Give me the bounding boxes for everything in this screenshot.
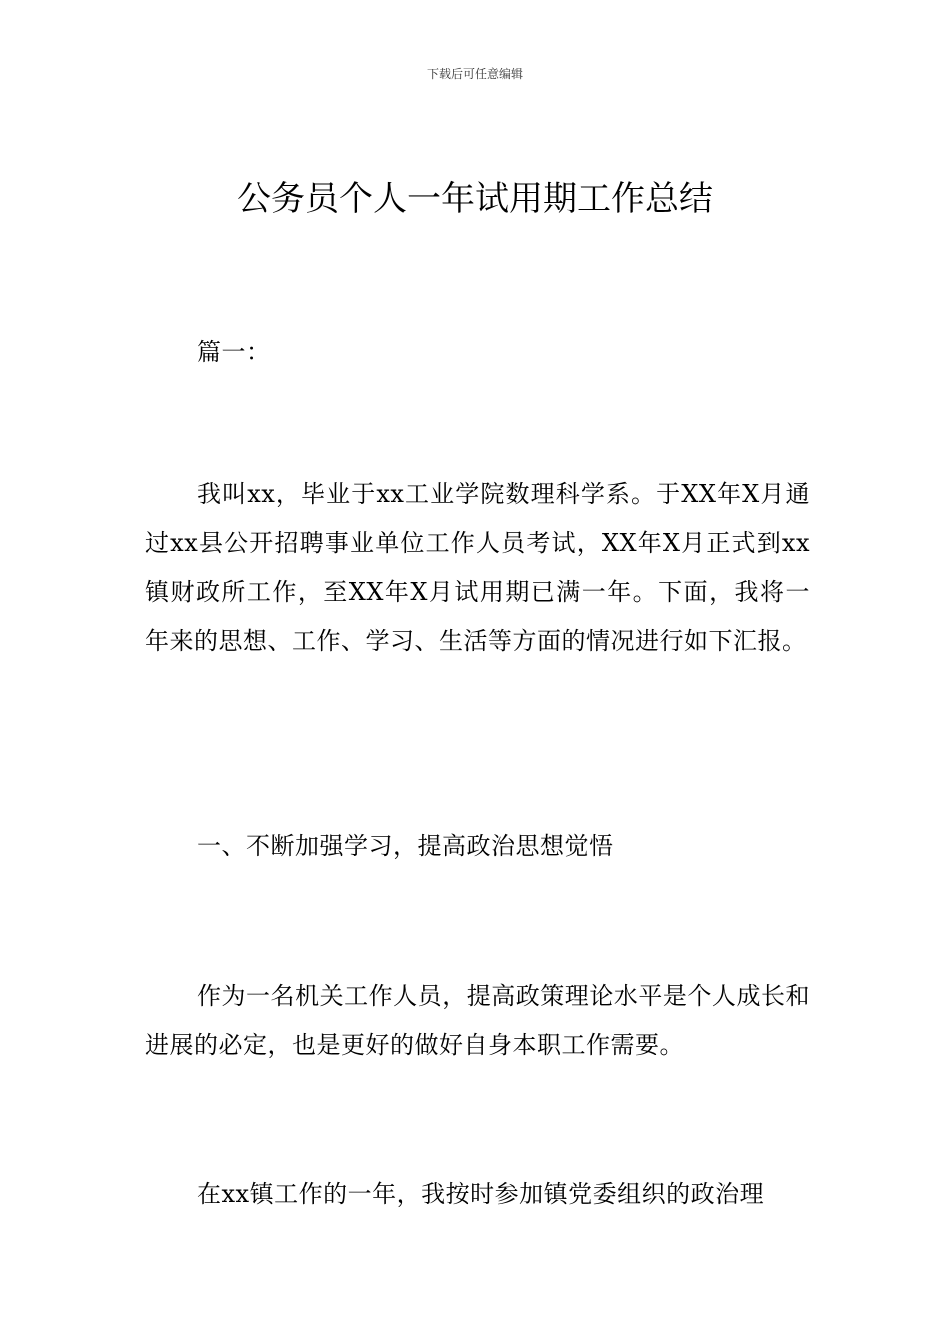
paragraph-study: 作为一名机关工作人员，提高政策理论水平是个人成长和进展的必定，也是更好的做好自身本职工作需要。	[145, 982, 810, 1059]
section-heading-1: 一、不断加强学习，提高政治思想觉悟	[197, 832, 614, 860]
section-label: 篇一：	[197, 338, 271, 366]
paragraph-intro: 我叫xx，毕业于xx工业学院数理科学系。于XX年X月通过xx县公开招聘事业单位工作人员考试，XX年X月正式到xx镇财政所工作，至XX年X月试用期已满一年。下面，我将一年来的思想、工作、学习、生活等方面的情况进行如下汇报。	[145, 480, 810, 655]
header-note: 下载后可任意编辑	[426, 67, 523, 81]
paragraph-work: 在xx镇工作的一年，我按时参加镇党委组织的政治理	[197, 1180, 765, 1208]
document-title: 公务员个人一年试用期工作总结	[237, 179, 713, 219]
